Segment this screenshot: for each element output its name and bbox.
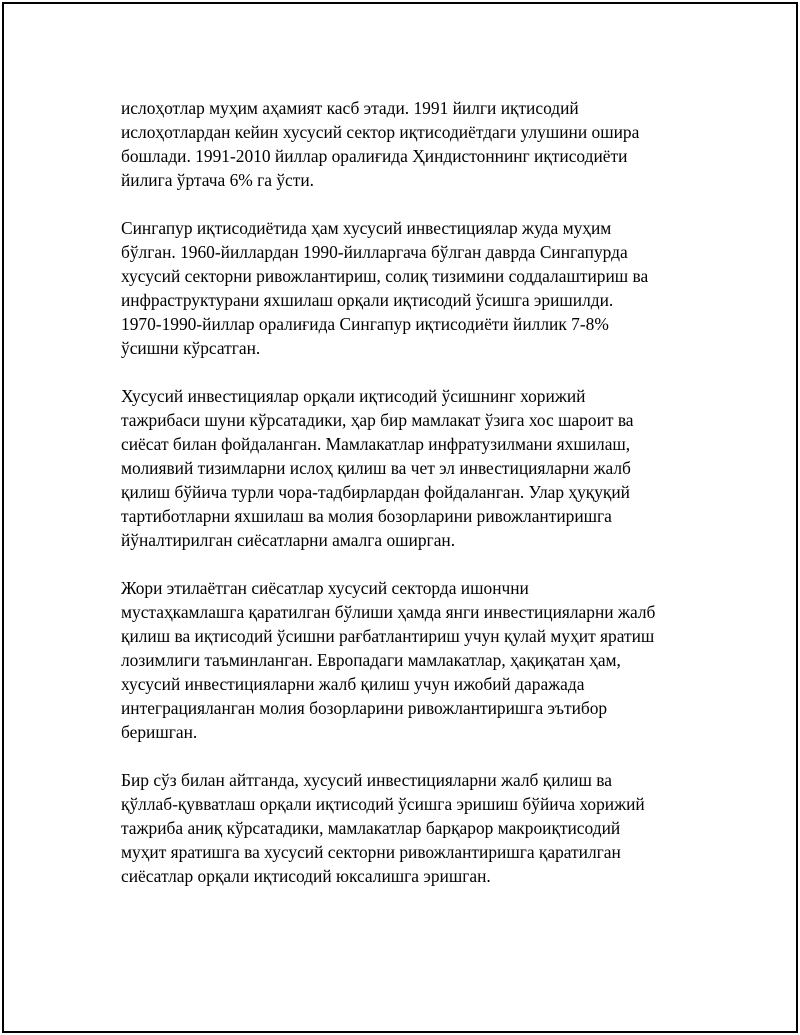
paragraph [121,384,701,552]
paragraph [121,96,701,192]
text-line: йилига ўртача 6% га ўсти. [121,170,315,190]
text-line: лозимлиги таъминланган. Европадаги мамлакатлар, ҳақиқатан ҳам, [121,650,621,670]
text-line: сиёсат билан фойдаланган. Мамлакатлар инфратузилмани яхшилаш, [121,434,631,454]
text-line: ўсишни кўрсатган. [121,338,261,358]
text-line: интеграцияланган молия бозорларини ривожлантиришга эътибор [121,698,608,718]
text-line: беришган. [121,722,198,742]
text-line: қилиш бўйича турли чора-тадбирлардан фойдаланган. Улар ҳуқуқий [121,482,630,502]
text-line: тажрибаси шуни кўрсатадики, ҳар бир мамлакат ўзига хос шароит ва [121,410,634,430]
text-line: бўлган. 1960-йиллардан 1990-йилларгача бўлган даврда Сингапурда [121,242,628,262]
text-line: йўналтирилган сиёсатларни амалга оширган. [121,530,456,550]
page-frame [2,2,798,1033]
text-line: тажриба аниқ кўрсатадики, мамлакатлар барқарор макроиқтисодий [121,818,621,838]
text-line: молиявий тизимларни ислоҳ қилиш ва чет эл инвестицияларни жалб [121,458,631,478]
paragraph [121,576,701,744]
text-line: ислоҳотлар муҳим аҳамият касб этади. 1991 йилги иқтисодий [121,98,579,118]
page-content [121,96,701,912]
text-line: Хусусий инвестициялар орқали иқтисодий ўсишнинг хорижий [121,386,586,406]
text-line: бошлади. 1991-2010 йиллар оралиғида Ҳиндистоннинг иқтисодиёти [121,146,628,166]
text-line: хусусий инвестицияларни жалб қилиш учун ижобий даражада [121,674,585,694]
text-line: тартиботларни яхшилаш ва молия бозорларини ривожлантиришга [121,506,612,526]
text-line: мустаҳкамлашга қаратилган бўлиши ҳамда янги инвестицияларни жалб [121,602,656,622]
text-line: қўллаб-қувватлаш орқали иқтисодий ўсишга эришиш бўйича хорижий [121,794,645,814]
text-line: сиёсатлар орқали иқтисодий юксалишга эришган. [121,866,491,886]
text-line: ислоҳотлардан кейин хусусий сектор иқтисодиётдаги улушини ошира [121,122,640,142]
text-line: инфраструктурани яхшилаш орқали иқтисодий ўсишга эришилди. [121,290,614,310]
text-line: муҳит яратишга ва хусусий секторни ривожлантиришга қаратилган [121,842,621,862]
text-line: 1970-1990-йиллар оралиғида Сингапур иқтисодиёти йиллик 7-8% [121,314,609,334]
paragraph [121,216,701,360]
text-line: Жори этилаётган сиёсатлар хусусий секторда ишончни [121,578,529,598]
paragraph [121,768,701,888]
text-line: хусусий секторни ривожлантириш, солиқ тизимини соддалаштириш ва [121,266,649,286]
text-line: қилиш ва иқтисодий ўсишни рағбатлантириш учун қулай муҳит яратиш [121,626,655,646]
text-line: Бир сўз билан айтганда, хусусий инвестицияларни жалб қилиш ва [121,770,612,790]
text-line: Сингапур иқтисодиётида ҳам хусусий инвестициялар жуда муҳим [121,218,612,238]
